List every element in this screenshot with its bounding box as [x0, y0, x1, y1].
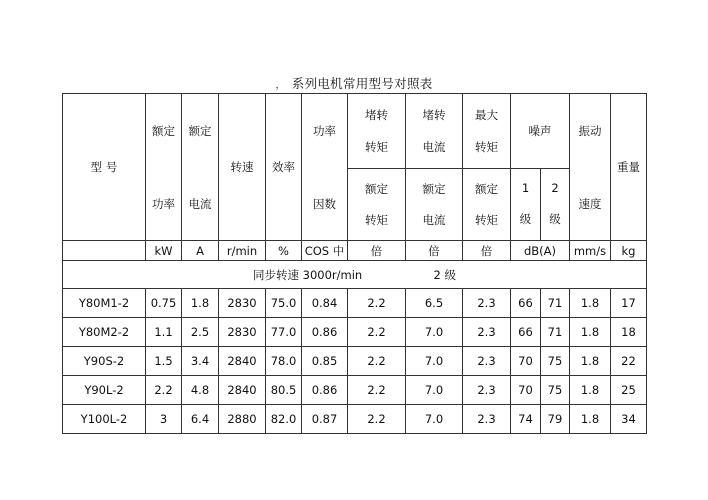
header-rated-current: 额定 电流 — [182, 94, 219, 241]
group-poles: 2 级 — [433, 267, 456, 282]
group-row — [63, 261, 647, 289]
header-max-torque-top: 最大 转矩 — [463, 94, 511, 169]
cell-noise-2: 75 — [541, 347, 570, 376]
header-locked-torque-bottom: 额定 转矩 — [348, 168, 406, 240]
cell-model: Y80M1-2 — [63, 289, 146, 318]
cell-max-torque: 2.3 — [463, 318, 511, 347]
cell-locked-torque: 2.2 — [348, 376, 406, 405]
cell-power: 1.5 — [146, 347, 182, 376]
cell-noise-1: 66 — [511, 289, 541, 318]
cell-noise-1: 66 — [511, 318, 541, 347]
cell-max-torque: 2.3 — [463, 405, 511, 434]
cell-weight: 17 — [611, 289, 647, 318]
unit-cell: 倍 — [463, 241, 511, 261]
cell-locked-torque: 2.2 — [348, 318, 406, 347]
title-mark: ， — [275, 80, 286, 91]
cell-current: 3.4 — [182, 347, 219, 376]
unit-cell: kW — [146, 241, 182, 261]
cell-power-factor: 0.86 — [302, 376, 348, 405]
header-weight: 重量 — [611, 94, 647, 241]
group-speed: 同步转速 3000r/min — [252, 267, 363, 282]
cell-efficiency: 80.5 — [266, 376, 302, 405]
cell-speed: 2840 — [219, 376, 266, 405]
cell-current: 1.8 — [182, 289, 219, 318]
cell-current: 6.4 — [182, 405, 219, 434]
cell-vibration: 1.8 — [570, 289, 611, 318]
unit-cell — [63, 241, 146, 261]
cell-locked-torque: 2.2 — [348, 347, 406, 376]
cell-speed: 2830 — [219, 318, 266, 347]
header-locked-torque-top: 堵转 转矩 — [348, 94, 406, 169]
header-locked-current-bottom: 额定 电流 — [406, 168, 463, 240]
cell-vibration: 1.8 — [570, 347, 611, 376]
cell-efficiency: 78.0 — [266, 347, 302, 376]
cell-efficiency: 75.0 — [266, 289, 302, 318]
unit-cell: % — [266, 241, 302, 261]
unit-cell: r/min — [219, 241, 266, 261]
header-vibration: 振动 速度 — [570, 94, 611, 241]
header-noise-2: 2 级 — [541, 168, 570, 240]
unit-cell: 倍 — [406, 241, 463, 261]
cell-noise-2: 75 — [541, 376, 570, 405]
cell-power-factor: 0.84 — [302, 289, 348, 318]
header-power-factor: 功率 因数 — [302, 94, 348, 241]
cell-locked-current: 7.0 — [406, 318, 463, 347]
cell-noise-2: 71 — [541, 318, 570, 347]
cell-speed: 2830 — [219, 289, 266, 318]
table-row — [63, 318, 647, 347]
cell-power: 3 — [146, 405, 182, 434]
cell-weight: 25 — [611, 376, 647, 405]
header-efficiency: 效率 — [266, 94, 302, 241]
cell-locked-torque: 2.2 — [348, 289, 406, 318]
group-heading — [63, 261, 647, 289]
document-title — [0, 74, 708, 92]
cell-vibration: 1.8 — [570, 376, 611, 405]
cell-current: 2.5 — [182, 318, 219, 347]
cell-weight: 18 — [611, 318, 647, 347]
motor-spec-table — [62, 93, 647, 434]
unit-cell: dB(A) — [511, 241, 570, 261]
cell-efficiency: 82.0 — [266, 405, 302, 434]
header-speed: 转速 — [219, 94, 266, 241]
title-text: 系列电机常用型号对照表 — [291, 76, 433, 91]
cell-locked-torque: 2.2 — [348, 405, 406, 434]
cell-vibration: 1.8 — [570, 318, 611, 347]
cell-noise-1: 70 — [511, 347, 541, 376]
unit-cell: mm/s — [570, 241, 611, 261]
cell-vibration: 1.8 — [570, 405, 611, 434]
cell-model: Y100L-2 — [63, 405, 146, 434]
table-row — [63, 289, 647, 318]
header-noise: 噪声 — [511, 94, 570, 169]
unit-cell: COS 中 — [302, 241, 348, 261]
cell-model: Y90L-2 — [63, 376, 146, 405]
header-max-torque-bottom: 额定 转矩 — [463, 168, 511, 240]
table-row — [63, 405, 647, 434]
cell-power-factor: 0.86 — [302, 318, 348, 347]
cell-noise-2: 79 — [541, 405, 570, 434]
cell-locked-current: 7.0 — [406, 376, 463, 405]
cell-max-torque: 2.3 — [463, 347, 511, 376]
cell-power-factor: 0.87 — [302, 405, 348, 434]
unit-cell: kg — [611, 241, 647, 261]
cell-locked-current: 7.0 — [406, 405, 463, 434]
cell-model: Y90S-2 — [63, 347, 146, 376]
unit-cell: 倍 — [348, 241, 406, 261]
units-row — [63, 241, 647, 261]
cell-weight: 34 — [611, 405, 647, 434]
header-row-1 — [63, 94, 647, 169]
cell-noise-2: 71 — [541, 289, 570, 318]
cell-power-factor: 0.85 — [302, 347, 348, 376]
header-locked-current-top: 堵转 电流 — [406, 94, 463, 169]
header-model: 型 号 — [63, 94, 146, 241]
cell-max-torque: 2.3 — [463, 376, 511, 405]
cell-efficiency: 77.0 — [266, 318, 302, 347]
table-row — [63, 347, 647, 376]
cell-power: 2.2 — [146, 376, 182, 405]
cell-power: 0.75 — [146, 289, 182, 318]
table-row — [63, 376, 647, 405]
cell-noise-1: 70 — [511, 376, 541, 405]
cell-speed: 2840 — [219, 347, 266, 376]
cell-current: 4.8 — [182, 376, 219, 405]
cell-model: Y80M2-2 — [63, 318, 146, 347]
cell-max-torque: 2.3 — [463, 289, 511, 318]
header-rated-power: 额定 功率 — [146, 94, 182, 241]
cell-power: 1.1 — [146, 318, 182, 347]
cell-locked-current: 7.0 — [406, 347, 463, 376]
cell-locked-current: 6.5 — [406, 289, 463, 318]
cell-noise-1: 74 — [511, 405, 541, 434]
unit-cell: A — [182, 241, 219, 261]
header-noise-1: 1 级 — [511, 168, 541, 240]
cell-weight: 22 — [611, 347, 647, 376]
cell-speed: 2880 — [219, 405, 266, 434]
